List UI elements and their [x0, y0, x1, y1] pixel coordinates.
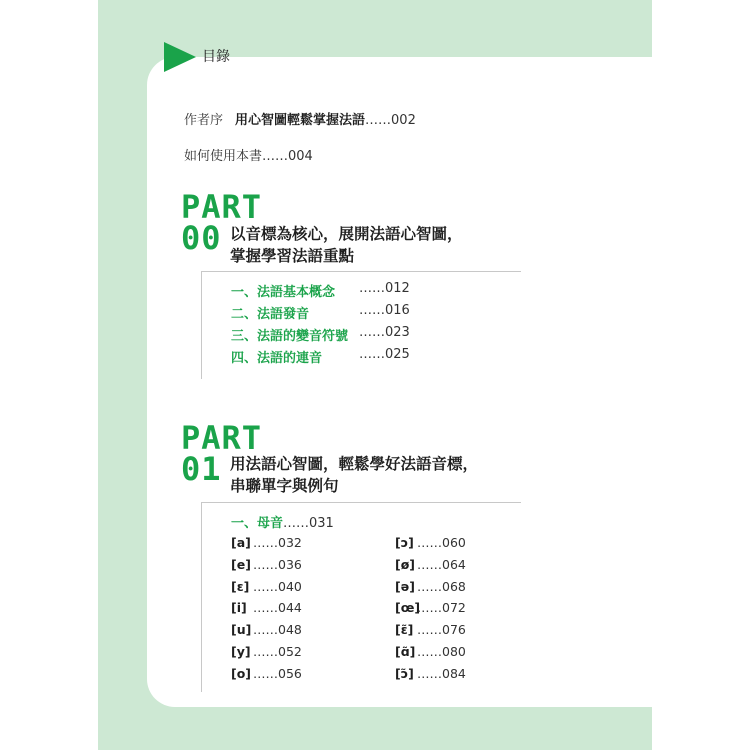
ipa-symbol: [i] [231, 600, 247, 615]
part-00-word: PART [181, 188, 263, 226]
chapter-page: ……023 [359, 325, 410, 340]
ipa-symbol: [ɑ̃] [395, 644, 416, 659]
ipa-symbol: [ɛ̃] [395, 622, 414, 637]
divider [201, 502, 202, 692]
ipa-entry[interactable] [395, 579, 466, 594]
ipa-entry[interactable] [231, 622, 302, 637]
chapter-label: 二、法語發音 [231, 307, 310, 322]
ipa-entry[interactable] [395, 557, 466, 572]
subsection-page: ……031 [283, 516, 334, 531]
entry-title: 用心智圖輕鬆掌握法語 [235, 113, 366, 128]
ipa-entry[interactable] [395, 535, 466, 550]
ipa-entry[interactable] [395, 600, 466, 615]
ipa-entry[interactable] [395, 644, 466, 659]
ipa-entry[interactable] [231, 644, 302, 659]
chapter-label: 三、法語的變音符號 [231, 329, 349, 344]
ipa-symbol: [ɔ̃] [395, 666, 414, 681]
ipa-page: ……032 [253, 535, 302, 550]
ipa-page: ……048 [253, 622, 302, 637]
ipa-page: ……076 [417, 622, 466, 637]
ipa-symbol: [ɔ] [395, 535, 414, 550]
ipa-page: ……068 [417, 579, 466, 594]
ipa-entry[interactable] [231, 579, 302, 594]
ipa-page: ……056 [253, 666, 302, 681]
chapter-page: ……012 [359, 281, 410, 296]
ipa-symbol: [y] [231, 644, 251, 659]
ipa-page: ……064 [417, 557, 466, 572]
ipa-page: ……044 [253, 600, 302, 615]
ipa-page: ……072 [417, 600, 466, 615]
ipa-symbol: [a] [231, 535, 251, 550]
ipa-symbol: [ə] [395, 579, 415, 594]
ipa-page: ……036 [253, 557, 302, 572]
part-01-number: 01 [181, 450, 222, 488]
part-01-heading-line2: 串聯單字與例句 [230, 477, 339, 495]
chapter-label: 一、法語基本概念 [231, 285, 336, 300]
ipa-page: ……052 [253, 644, 302, 659]
entry-label: 作者序 [184, 113, 224, 128]
entry-page: ……004 [262, 149, 313, 164]
subsection-label: 一、母音 [231, 516, 284, 531]
ipa-symbol: [o] [231, 666, 252, 681]
ipa-page: ……040 [253, 579, 302, 594]
divider [201, 271, 521, 272]
ipa-entry[interactable] [395, 622, 466, 637]
divider [201, 271, 202, 379]
part-00-number: 00 [181, 219, 222, 257]
part-01-word: PART [181, 419, 263, 457]
play-triangle-icon [164, 42, 196, 72]
ipa-page: ……084 [417, 666, 466, 681]
divider [201, 502, 521, 503]
ipa-symbol: [ø] [395, 557, 416, 572]
entry-label: 如何使用本書 [184, 149, 263, 164]
ipa-symbol: [e] [231, 557, 251, 572]
toc-title: 目錄 [202, 49, 230, 65]
ipa-entry[interactable] [231, 557, 302, 572]
chapter-label: 四、法語的連音 [231, 351, 323, 366]
ipa-entry[interactable] [231, 535, 302, 550]
toc-entry-how-to-use[interactable] [184, 145, 313, 164]
ipa-page: ……060 [417, 535, 466, 550]
ipa-symbol: [u] [231, 622, 252, 637]
ipa-entry[interactable] [231, 666, 302, 681]
ipa-page: ……080 [417, 644, 466, 659]
part-00-heading-line2: 掌握學習法語重點 [230, 247, 355, 265]
chapter-page: ……016 [359, 303, 410, 318]
ipa-entry[interactable] [395, 666, 466, 681]
ipa-symbol: [œ] [395, 600, 421, 615]
part-01-heading-line1: 用法語心智圖，輕鬆學好法語音標， [230, 455, 479, 473]
toc-subsection-vowels[interactable] [231, 512, 334, 531]
entry-page: ……002 [365, 113, 416, 128]
ipa-entry[interactable] [231, 600, 302, 615]
ipa-symbol: [ɛ] [231, 579, 250, 594]
toc-entry-preface[interactable] [184, 109, 416, 128]
chapter-page: ……025 [359, 347, 410, 362]
part-00-heading-line1: 以音標為核心，展開法語心智圖， [230, 225, 463, 243]
